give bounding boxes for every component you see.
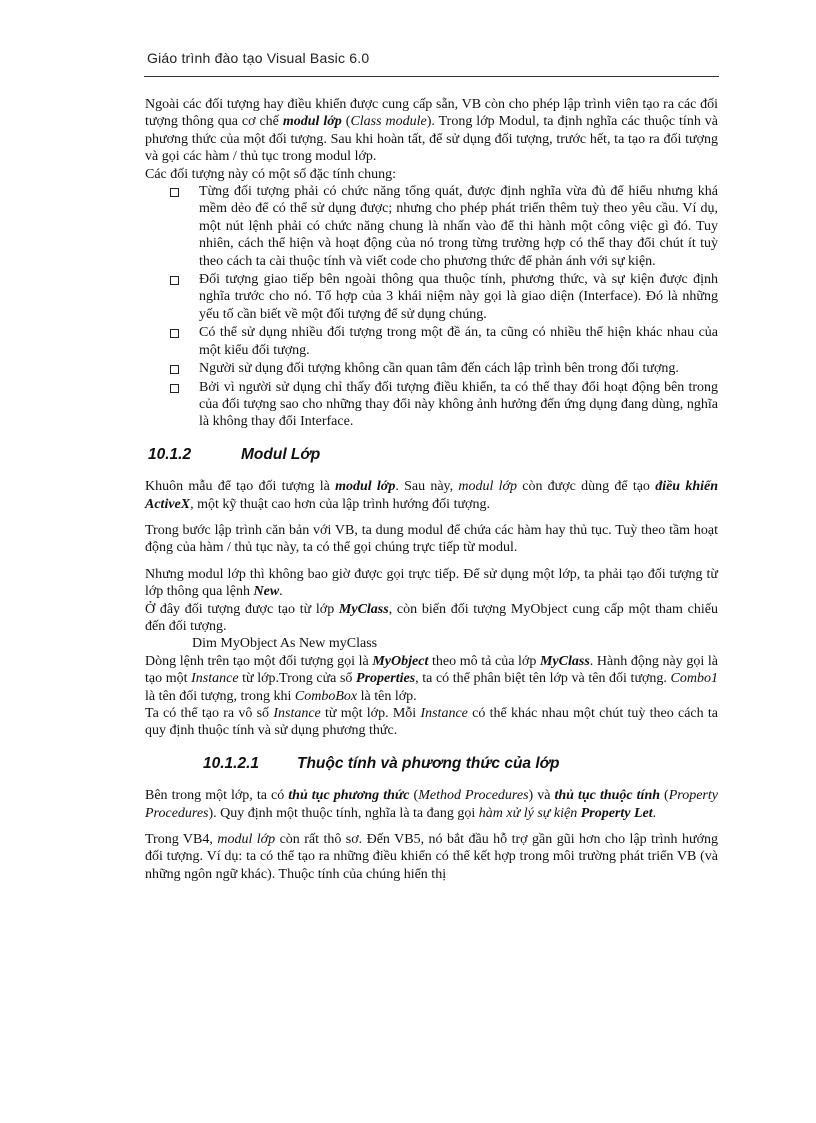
section-heading [148, 446, 718, 463]
subsection-paragraph-1: Bên trong một lớp, ta có thủ tục phương thức (Method Procedures) và thủ tục thuộc tính (Property Procedures). Quy định một thuộc tính, nghĩa là ta đang gọi hàm xử lý sự kiện Property Let. [145, 788, 718, 821]
list-item: Đối tượng giao tiếp bên ngoài thông qua thuộc tính, phương thức, và sự kiện được định nghĩa trước cho nó. Tổ hợp của 3 khái niệm này gọi là giao diện (Interface). Đó là những yếu tố cần biết về một đối tượng để sử dụng chúng. [169, 271, 718, 323]
features-list [145, 183, 718, 431]
section-paragraph-1: Khuôn mẫu để tạo đối tượng là modul lớp. Sau này, modul lớp còn được dùng để tạo điều khiển ActiveX, một kỹ thuật cao hơn của lập trình hướng đối tượng. [145, 479, 718, 512]
section-title: Modul Lớp [241, 445, 321, 463]
subsection-paragraph-2: Trong VB4, modul lớp còn rất thô sơ. Đến VB5, nó bắt đầu hỗ trợ gần gũi hơn cho lập trình hướng đối tượng. Ví dụ: ta có thể tạo ra những điều khiển có thể kết hợp trong môi trường phát triển VB (và những ngôn ngữ khác). Thuộc tính của chúng hiển thị [145, 832, 718, 882]
subsection-heading [203, 755, 718, 772]
square-bullet-icon [170, 188, 179, 197]
list-item: Bởi vì người sử dụng chỉ thấy đối tượng điều khiển, ta có thể thay đổi hoạt động bên trong của đối tượng sao cho những thay đổi này không ảnh hưởng đến ứng dụng đang dùng, nghĩa là không thay đổi Interface. [169, 379, 718, 431]
intro-paragraph: Ngoài các đối tượng hay điều khiển được cung cấp sẵn, VB còn cho phép lập trình viên tạo ra các đối tượng thông qua cơ chế modul lớp (Class module). Trong lớp Modul, ta định nghĩa các thuộc tính và phương thức của một đối tượng. Sau khi hoàn tất, để sử dụng đối tượng, trước hết, ta tạo ra đối tượng và gọi các hàm / thủ tục trong modul lớp. [145, 97, 718, 165]
subsection-number: 10.1.2.1 [203, 754, 260, 772]
subsection-title: Thuộc tính và phương thức của lớp [297, 754, 560, 772]
page-header: Giáo trình đào tạo Visual Basic 6.0 [147, 50, 370, 66]
section-paragraph-6: Ta có thể tạo ra vô số Instance từ một lớp. Mỗi Instance có thể khác nhau một chút tuỳ theo cách ta quy định thuộc tính và sử dụng phương thức. [145, 706, 718, 739]
page-content [145, 96, 718, 883]
square-bullet-icon [170, 276, 179, 285]
list-item: Người sử dụng đối tượng không cần quan tâm đến cách lập trình bên trong đối tượng. [169, 360, 718, 377]
features-lead: Các đối tượng này có một số đặc tính chung: [145, 166, 397, 182]
section-paragraph-5: Dòng lệnh trên tạo một đối tượng gọi là MyObject theo mô tả của lớp MyClass. Hành động này gọi là tạo một Instance từ lớp.Trong cửa sổ Properties, ta có thể phân biệt tên lớp và tên đối tượng. Combo1 là tên đối tượng, trong khi ComboBox là tên lớp. [145, 653, 718, 704]
square-bullet-icon [170, 384, 179, 393]
section-paragraph-3: Nhưng modul lớp thì không bao giờ được gọi trực tiếp. Để sử dụng một lớp, ta phải tạo đối tượng từ lớp thông qua lệnh New. [145, 566, 718, 600]
header-rule [144, 76, 719, 77]
section-paragraph-2: Trong bước lập trình căn bản với VB, ta dung modul để chứa các hàm hay thủ tục. Tuỳ theo tầm hoạt động của hàm / thủ tục này, ta có thể gọi chúng trực tiếp từ modul. [145, 522, 718, 556]
list-item: Có thể sử dụng nhiều đối tượng trong một đề án, ta cũng có nhiều thể hiện khác nhau của một kiểu đối tượng. [169, 324, 718, 359]
list-item: Từng đối tượng phải có chức năng tổng quát, được định nghĩa vừa đủ để hiểu nhưng khá mềm dẻo để có thể sử dụng được; nhưng cho phép phát triển thêm tuỳ theo yêu cầu. Ví dụ, một nút lệnh phải có chức năng chung là nhấn vào để thi hành một công việc gì đó. Tuy nhiên, cách thể hiện và hoạt động của nó trong từng trường hợp có thể thay đổi chút ít tuỳ theo cách ta cài thuộc tính và viết code cho phương thức để phản ánh với sự kiện. [169, 183, 718, 270]
square-bullet-icon [170, 329, 179, 338]
section-number: 10.1.2 [148, 445, 192, 463]
square-bullet-icon [170, 365, 179, 374]
section-paragraph-4: Ở đây đối tượng được tạo từ lớp MyClass, còn biến đối tượng MyObject cung cấp một tham chiếu đến đối tượng. [145, 601, 718, 634]
code-line: Dim MyObject As New myClass [192, 636, 378, 652]
